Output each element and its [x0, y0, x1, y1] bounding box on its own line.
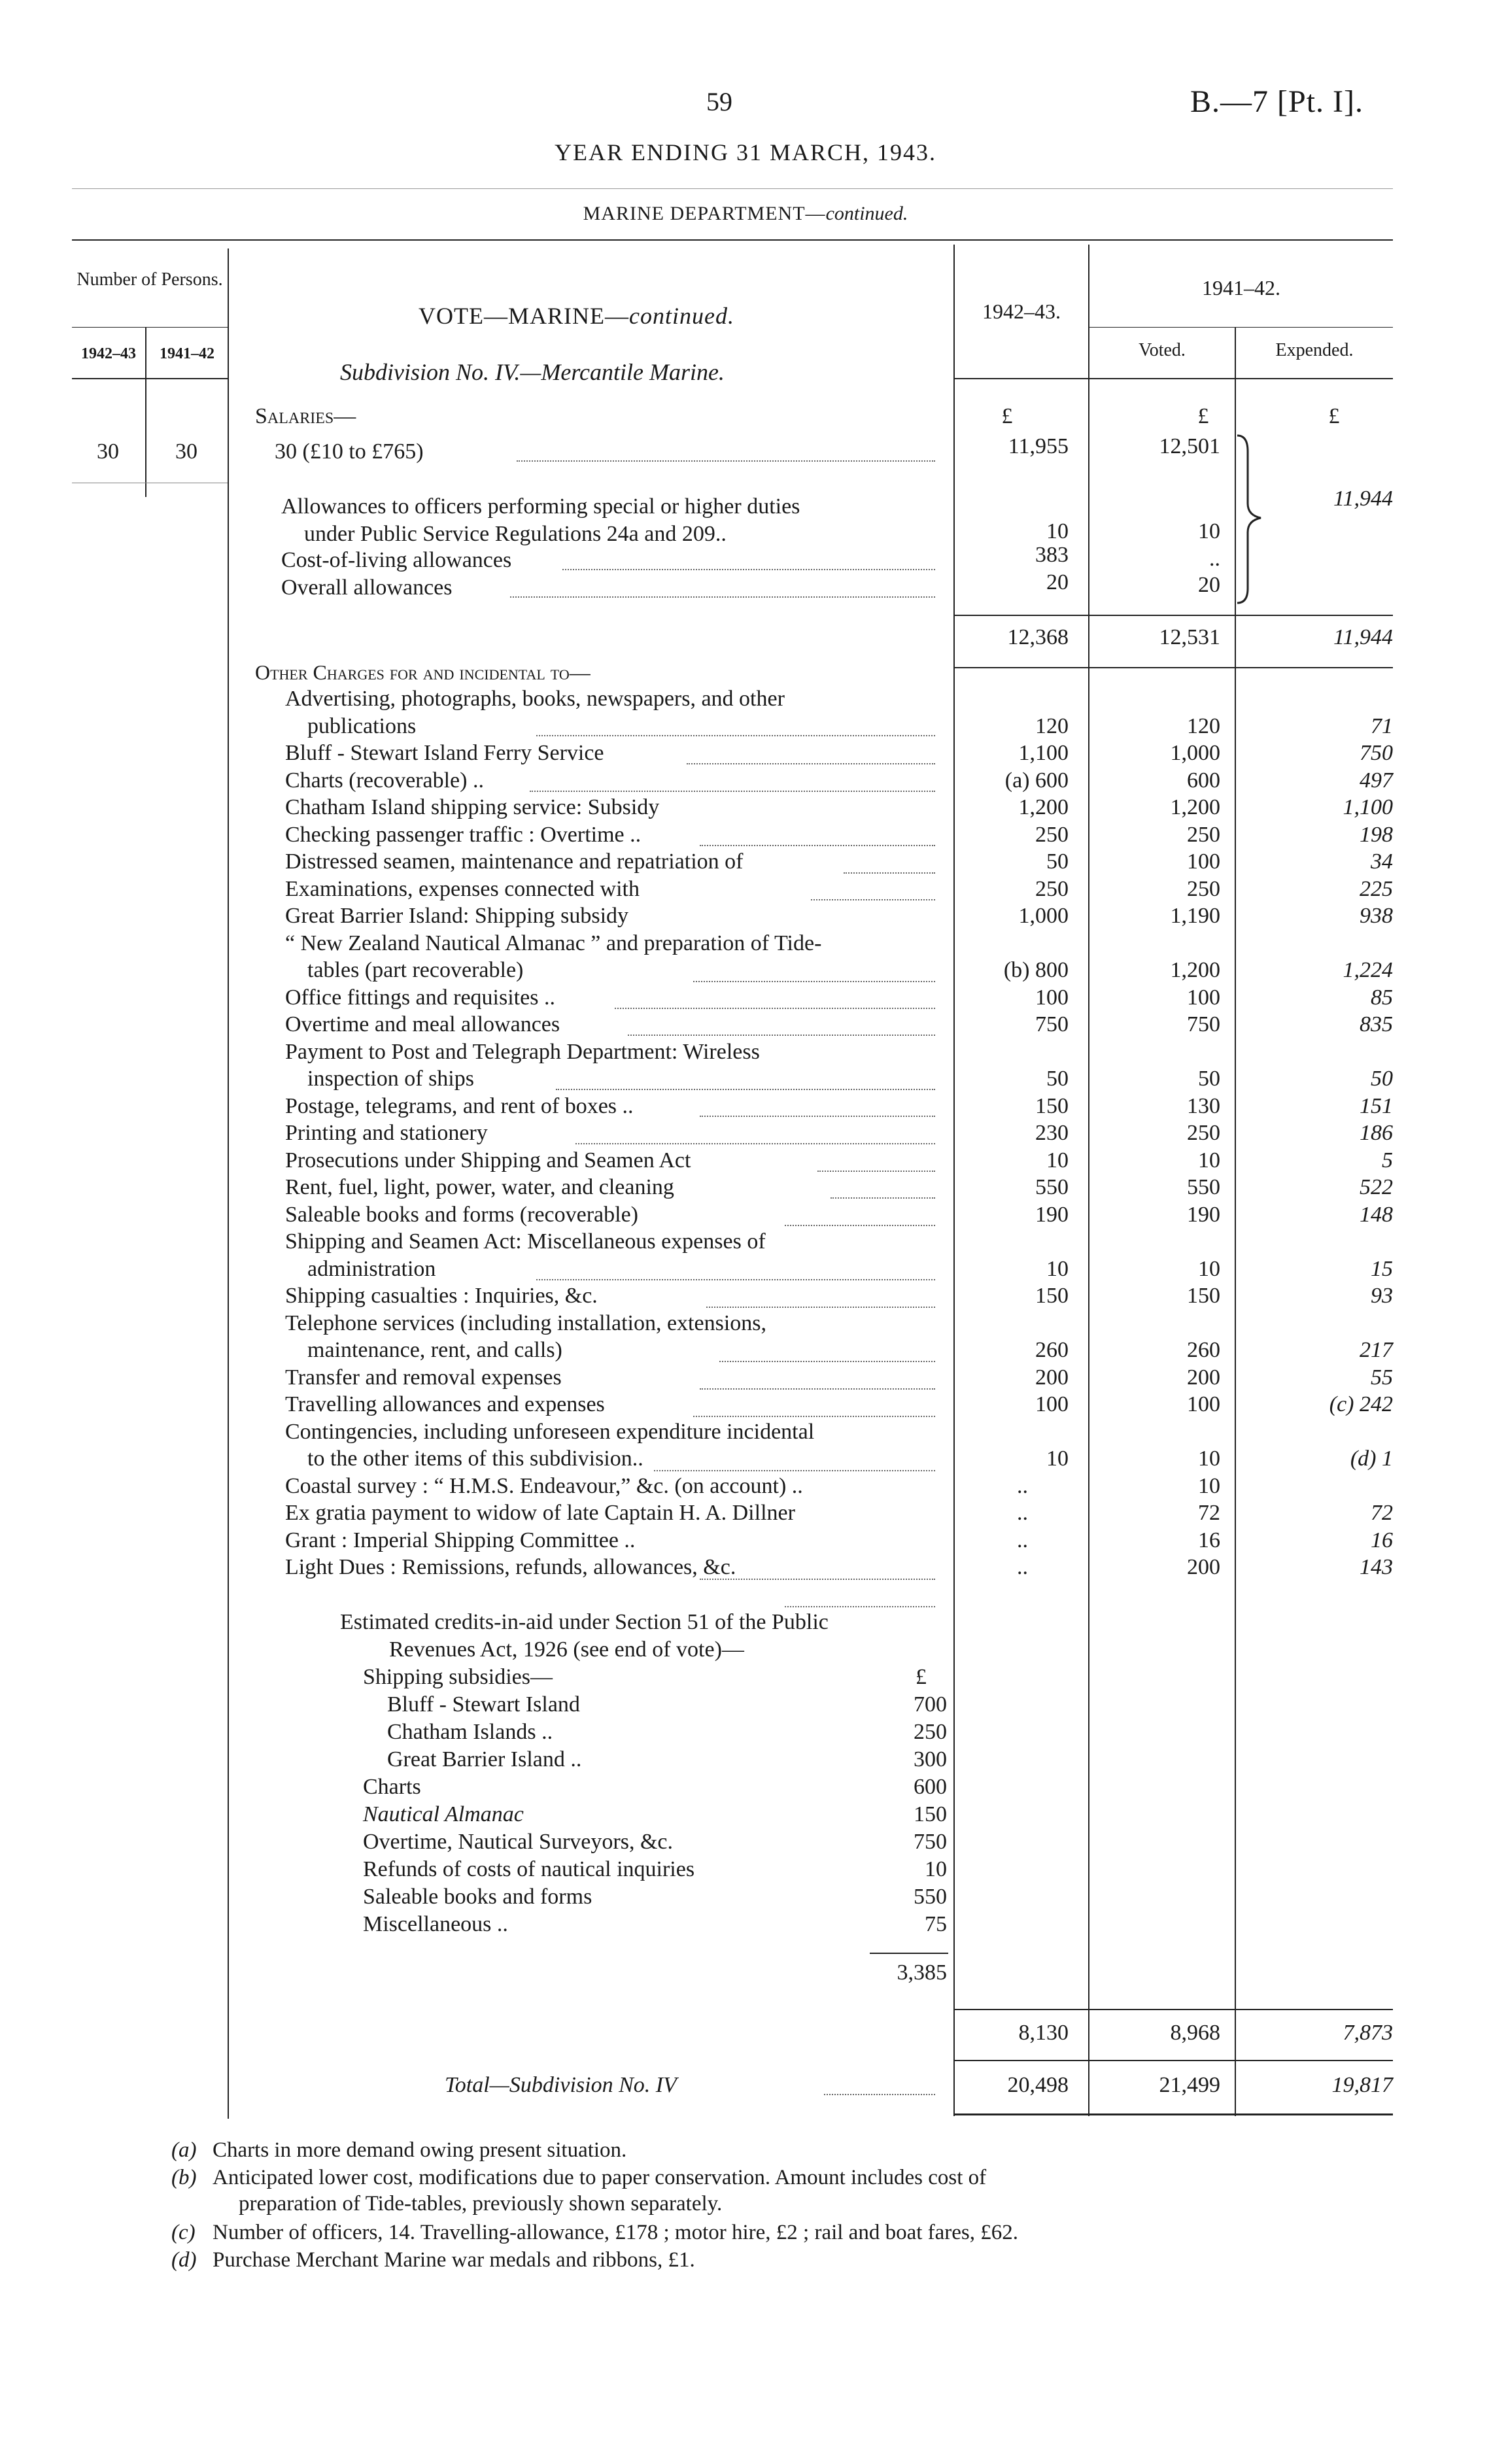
charge-1942: 150 — [1035, 1284, 1069, 1308]
grand-total-top-rule — [953, 2060, 1393, 2061]
credit-value: 750 — [914, 1830, 947, 1854]
persons-col-1941: 1941–42 — [160, 345, 214, 362]
charge-voted: 130 — [1187, 1093, 1220, 1118]
leader-dots — [700, 1388, 935, 1390]
credit-label: Refunds of costs of nautical inquiries — [363, 1857, 695, 1881]
credit-value: 10 — [925, 1857, 947, 1881]
charge-label: Advertising, photographs, books, newspapers, and other — [285, 687, 785, 711]
charge-expended: 5 — [1382, 1148, 1393, 1172]
allowance-voted: 10 — [1198, 519, 1220, 543]
leader-dots — [719, 1361, 935, 1362]
credit-value: 150 — [914, 1802, 947, 1826]
charge-label: Travelling allowances and expenses — [285, 1392, 605, 1416]
charge-label-cont: to the other items of this subdivision.. — [307, 1446, 643, 1471]
charge-label: Shipping casualties : Inquiries, &c. — [285, 1284, 598, 1308]
charge-label: Payment to Post and Telegraph Department: Wireless — [285, 1039, 760, 1064]
footnote-text: Number of officers, 14. Travelling-allowance, £178 ; motor hire, £2 ; rail and boat fares, £62. — [213, 2221, 1019, 2244]
charge-1942: 100 — [1035, 985, 1069, 1010]
charge-voted: 72 — [1198, 1501, 1220, 1525]
charge-label: Great Barrier Island: Shipping subsidy — [285, 904, 629, 928]
leader-dots — [785, 1225, 935, 1226]
credit-label: Saleable books and forms — [363, 1885, 592, 1909]
leader-dots — [817, 1171, 935, 1172]
charge-voted: 10 — [1198, 1446, 1220, 1471]
charge-1942: (b) 800 — [1003, 958, 1069, 982]
leader-dots — [536, 735, 935, 736]
charge-expended: 50 — [1371, 1067, 1393, 1091]
salaries-subtotal-expended: 11,944 — [1333, 625, 1393, 649]
charge-voted: 250 — [1187, 822, 1220, 847]
charge-label: Prosecutions under Shipping and Seamen Act — [285, 1148, 691, 1172]
charge-expended: 72 — [1371, 1501, 1393, 1525]
charge-1942: 1,000 — [1018, 904, 1069, 928]
grand-total-expended: 19,817 — [1331, 2073, 1393, 2097]
page-number: 59 — [706, 87, 732, 116]
header-rule — [72, 188, 1393, 189]
overall-allowances-line: Overall allowances — [281, 575, 453, 600]
other-total-expended: 7,873 — [1343, 2021, 1393, 2045]
persons-years-rule — [72, 378, 228, 379]
charge-1942: 750 — [1035, 1012, 1069, 1036]
persons-header-rule — [72, 327, 228, 328]
charge-voted: 10 — [1198, 1256, 1220, 1281]
grand-total-1942: 20,498 — [1007, 2073, 1069, 2097]
charge-expended: 198 — [1360, 822, 1393, 847]
column-header-bottom-rule — [953, 378, 1393, 379]
other-charges-top-rule — [953, 667, 1393, 668]
brace-icon — [1233, 432, 1286, 608]
charge-expended: 55 — [1371, 1365, 1393, 1390]
pound-symbol: £ — [1001, 404, 1013, 428]
charge-expended: 85 — [1371, 985, 1393, 1010]
charge-1942: 150 — [1035, 1093, 1069, 1118]
charge-voted: 150 — [1187, 1284, 1220, 1308]
footnote-mark: (c) — [171, 2221, 196, 2244]
charge-label: Light Dues : Remissions, refunds, allowances, &c. — [285, 1555, 736, 1579]
vote-title: VOTE—MARINE—continued. — [419, 303, 734, 329]
credit-label: Miscellaneous .. — [363, 1912, 508, 1936]
charge-1942: 230 — [1035, 1121, 1069, 1145]
salaries-subtotal-voted: 12,531 — [1159, 625, 1220, 649]
charge-label: Ex gratia payment to widow of late Captain H. A. Dillner — [285, 1501, 795, 1525]
charge-label: Rent, fuel, light, power, water, and cleaning — [285, 1175, 674, 1199]
charge-label: Printing and stationery — [285, 1121, 488, 1145]
allowances-line: Allowances to officers performing special or higher duties — [281, 494, 800, 519]
col-header-expended: Expended. — [1275, 340, 1354, 360]
charge-expended: (c) 242 — [1329, 1392, 1393, 1416]
charge-voted: 1,200 — [1170, 795, 1220, 819]
charge-label: Transfer and removal expenses — [285, 1365, 562, 1390]
other-total-1942: 8,130 — [1018, 2021, 1069, 2045]
charge-expended: (d) 1 — [1350, 1446, 1393, 1471]
charge-1942: 50 — [1046, 849, 1069, 874]
allowance-1942: 10 — [1046, 519, 1069, 543]
charge-voted: 200 — [1187, 1365, 1220, 1390]
charge-voted: 1,190 — [1170, 904, 1220, 928]
credits-pound-symbol: £ — [916, 1665, 927, 1689]
charge-1942: 250 — [1035, 822, 1069, 847]
footnote-text: preparation of Tide-tables, previously shown separately. — [239, 2192, 723, 2216]
footnote-text: Purchase Merchant Marine war medals and ribbons, £1. — [213, 2248, 695, 2272]
charge-1942: 50 — [1046, 1067, 1069, 1091]
charge-1942: 250 — [1035, 876, 1069, 901]
persons-1942-value: 30 — [97, 439, 119, 464]
charge-voted: 1,200 — [1170, 958, 1220, 982]
charge-label: Chatham Island shipping service: Subsidy — [285, 795, 660, 819]
leader-dots — [654, 1470, 935, 1471]
charge-expended: 16 — [1371, 1528, 1393, 1552]
charge-expended: 71 — [1371, 713, 1393, 738]
leader-dots — [700, 845, 935, 846]
charge-1942: 200 — [1035, 1365, 1069, 1390]
cost-of-living-voted: .. — [1209, 547, 1220, 571]
charge-1942: 10 — [1046, 1256, 1069, 1281]
charge-voted: 200 — [1187, 1555, 1220, 1579]
charge-1942: 100 — [1035, 1392, 1069, 1416]
leader-dots — [831, 1197, 935, 1199]
charge-voted: 50 — [1198, 1067, 1220, 1091]
charge-expended: 186 — [1360, 1121, 1393, 1145]
charge-label: Bluff - Stewart Island Ferry Service — [285, 741, 604, 765]
salary-1942: 11,955 — [1008, 434, 1069, 458]
credit-value: 700 — [914, 1692, 947, 1717]
table-top-rule — [72, 239, 1393, 241]
charge-voted: 100 — [1187, 1392, 1220, 1416]
charge-expended: 148 — [1360, 1202, 1393, 1227]
charge-voted: 10 — [1198, 1473, 1220, 1498]
document-reference: B.—7 [Pt. I]. — [1190, 84, 1363, 119]
charge-expended: 151 — [1360, 1093, 1393, 1118]
cost-of-living-line: Cost-of-living allowances — [281, 548, 512, 572]
col-header-voted: Voted. — [1139, 340, 1186, 360]
credit-label: Overtime, Nautical Surveyors, &c. — [363, 1830, 673, 1854]
charge-1942: .. — [1017, 1473, 1028, 1498]
charge-expended: 15 — [1371, 1256, 1393, 1281]
salaries-line: 30 (£10 to £765) — [275, 439, 424, 464]
credit-value: 300 — [914, 1747, 947, 1771]
charge-voted: 16 — [1198, 1528, 1220, 1552]
charge-voted: 10 — [1198, 1148, 1220, 1172]
salary-voted: 12,501 — [1159, 434, 1220, 458]
charge-1942: 1,200 — [1018, 795, 1069, 819]
year-heading: YEAR ENDING 31 MARCH, 1943. — [555, 139, 936, 165]
charge-label: “ New Zealand Nautical Almanac ” and preparation of Tide- — [285, 931, 822, 955]
shipping-subsidies-heading: Shipping subsidies— — [363, 1665, 553, 1689]
leader-dots — [693, 1416, 935, 1417]
charge-voted: 120 — [1187, 713, 1220, 738]
charge-label: Shipping and Seamen Act: Miscellaneous expenses of — [285, 1229, 766, 1254]
other-charges-heading: Other Charges for and incidental to— — [255, 660, 591, 684]
credits-total-rule — [870, 1953, 948, 1954]
leader-dots — [785, 1606, 935, 1607]
charge-1942: 120 — [1035, 713, 1069, 738]
grand-total-voted: 21,499 — [1159, 2073, 1220, 2097]
leader-dots — [517, 460, 935, 462]
charge-label-cont: administration — [307, 1256, 436, 1281]
charge-label: Postage, telegrams, and rent of boxes .. — [285, 1093, 634, 1118]
charge-label-cont: tables (part recoverable) — [307, 958, 524, 982]
charge-voted: 250 — [1187, 1121, 1220, 1145]
subdivision-title: Subdivision No. IV.—Mercantile Marine. — [340, 359, 725, 385]
leader-dots — [510, 596, 935, 598]
charge-expended: 835 — [1360, 1012, 1393, 1036]
charge-label: Charts (recoverable) .. — [285, 768, 484, 793]
credit-value: 250 — [914, 1720, 947, 1744]
leader-dots — [530, 791, 935, 792]
charge-voted: 1,000 — [1170, 741, 1220, 765]
other-total-voted: 8,968 — [1170, 2021, 1220, 2045]
leader-dots — [628, 1035, 935, 1036]
charge-label: Examinations, expenses connected with — [285, 876, 640, 901]
charge-1942: 1,100 — [1018, 741, 1069, 765]
charge-1942: (a) 600 — [1004, 768, 1069, 793]
charge-label-cont: maintenance, rent, and calls) — [307, 1338, 562, 1362]
charge-voted: 100 — [1187, 985, 1220, 1010]
charge-expended: 93 — [1371, 1284, 1393, 1308]
charge-expended: 750 — [1360, 741, 1393, 765]
salaries-heading: Salaries— — [255, 404, 356, 428]
credit-value: 600 — [914, 1775, 947, 1799]
overall-1942: 20 — [1046, 570, 1069, 594]
charge-1942: 190 — [1035, 1202, 1069, 1227]
footnote-text: Anticipated lower cost, modifications due to paper conservation. Amount includes cost of — [213, 2166, 987, 2189]
col-header-1941: 1941–42. — [1202, 276, 1280, 299]
leader-dots — [706, 1307, 935, 1308]
charge-label: Grant : Imperial Shipping Committee .. — [285, 1528, 636, 1552]
leader-dots — [536, 1279, 935, 1280]
leader-dots — [700, 1579, 935, 1580]
charge-voted: 250 — [1187, 876, 1220, 901]
charge-1942: 10 — [1046, 1446, 1069, 1471]
charge-label: Saleable books and forms (recoverable) — [285, 1202, 638, 1227]
footnote-mark: (d) — [171, 2248, 197, 2272]
charge-label-cont: inspection of ships — [307, 1067, 474, 1091]
charge-label: Office fittings and requisites .. — [285, 985, 555, 1010]
credits-total: 3,385 — [897, 1960, 947, 1985]
charge-label-cont: publications — [307, 713, 417, 738]
charge-label: Checking passenger traffic : Overtime .. — [285, 822, 642, 847]
leader-dots — [700, 1116, 935, 1117]
salaries-subtotal-rule — [953, 615, 1393, 616]
charge-1942: .. — [1017, 1528, 1028, 1552]
leader-dots — [811, 899, 935, 900]
leader-dots — [556, 1089, 935, 1090]
leader-dots — [824, 2094, 935, 2095]
persons-header: Number of Persons. — [77, 269, 223, 290]
footnote-text: Charts in more demand owing present situation. — [213, 2138, 627, 2162]
charge-expended: 143 — [1360, 1555, 1393, 1579]
charge-expended: 1,224 — [1343, 958, 1393, 982]
credit-value: 75 — [925, 1912, 947, 1936]
credit-label: Chatham Islands .. — [387, 1720, 553, 1744]
charge-1942: 260 — [1035, 1338, 1069, 1362]
years-split-rule — [1088, 327, 1393, 328]
pound-symbol: £ — [1197, 404, 1209, 428]
charge-expended: 225 — [1360, 876, 1393, 901]
credit-label: Great Barrier Island .. — [387, 1747, 582, 1771]
salaries-expended-merged: 11,944 — [1333, 487, 1393, 511]
leader-dots — [693, 981, 935, 982]
credit-value: 550 — [914, 1885, 947, 1909]
charge-voted: 260 — [1187, 1338, 1220, 1362]
credit-label: Bluff - Stewart Island — [387, 1692, 580, 1717]
charge-expended: 497 — [1360, 768, 1393, 793]
charge-voted: 100 — [1187, 849, 1220, 874]
col-header-1942: 1942–43. — [982, 299, 1061, 323]
charge-expended: 938 — [1360, 904, 1393, 928]
credits-line-cont: Revenues Act, 1926 (see end of vote)— — [389, 1637, 744, 1662]
salaries-subtotal-1942: 12,368 — [1007, 625, 1069, 649]
charge-label: Overtime and meal allowances — [285, 1012, 560, 1036]
charge-1942: 10 — [1046, 1148, 1069, 1172]
grand-total-bottom-rule — [953, 2113, 1393, 2115]
other-totals-rule — [953, 2009, 1393, 2010]
charge-voted: 600 — [1187, 768, 1220, 793]
overall-voted: 20 — [1198, 573, 1220, 597]
charge-label: Telephone services (including installation, extensions, — [285, 1310, 766, 1335]
charge-1942: .. — [1017, 1501, 1028, 1525]
leader-dots — [562, 569, 935, 570]
charge-expended: 217 — [1360, 1338, 1393, 1362]
leader-dots — [575, 1143, 935, 1144]
credits-line: Estimated credits-in-aid under Section 51 of the Public — [340, 1610, 829, 1634]
charge-1942: 550 — [1035, 1175, 1069, 1199]
charge-1942: .. — [1017, 1555, 1028, 1579]
charge-voted: 750 — [1187, 1012, 1220, 1036]
persons-col-1942: 1942–43 — [81, 345, 136, 362]
grand-total-label: Total—Subdivision No. IV — [445, 2073, 677, 2097]
charge-label: Contingencies, including unforeseen expenditure incidental — [285, 1419, 815, 1444]
charge-voted: 550 — [1187, 1175, 1220, 1199]
charge-expended: 522 — [1360, 1175, 1393, 1199]
leader-dots — [615, 1008, 935, 1009]
cost-of-living-1942: 383 — [1035, 543, 1069, 567]
persons-text-divider — [228, 248, 229, 2119]
leader-dots — [687, 763, 935, 764]
charge-label: Coastal survey : “ H.M.S. Endeavour,” &c. (on account) .. — [285, 1473, 803, 1498]
pound-symbol: £ — [1328, 404, 1340, 428]
footnote-mark: (b) — [171, 2166, 197, 2189]
charge-voted: 190 — [1187, 1202, 1220, 1227]
charge-label: Distressed seamen, maintenance and repatriation of — [285, 849, 744, 874]
footnote-mark: (a) — [171, 2138, 197, 2162]
department-heading: MARINE DEPARTMENT—continued. — [583, 203, 908, 224]
leader-dots — [844, 872, 935, 874]
charge-expended: 1,100 — [1343, 795, 1393, 819]
credit-label: Nautical Almanac — [363, 1802, 524, 1826]
credit-label: Charts — [363, 1775, 421, 1799]
allowances-line-cont: under Public Service Regulations 24a and 209.. — [304, 522, 727, 546]
persons-1941-value: 30 — [175, 439, 197, 464]
charge-expended: 34 — [1371, 849, 1393, 874]
